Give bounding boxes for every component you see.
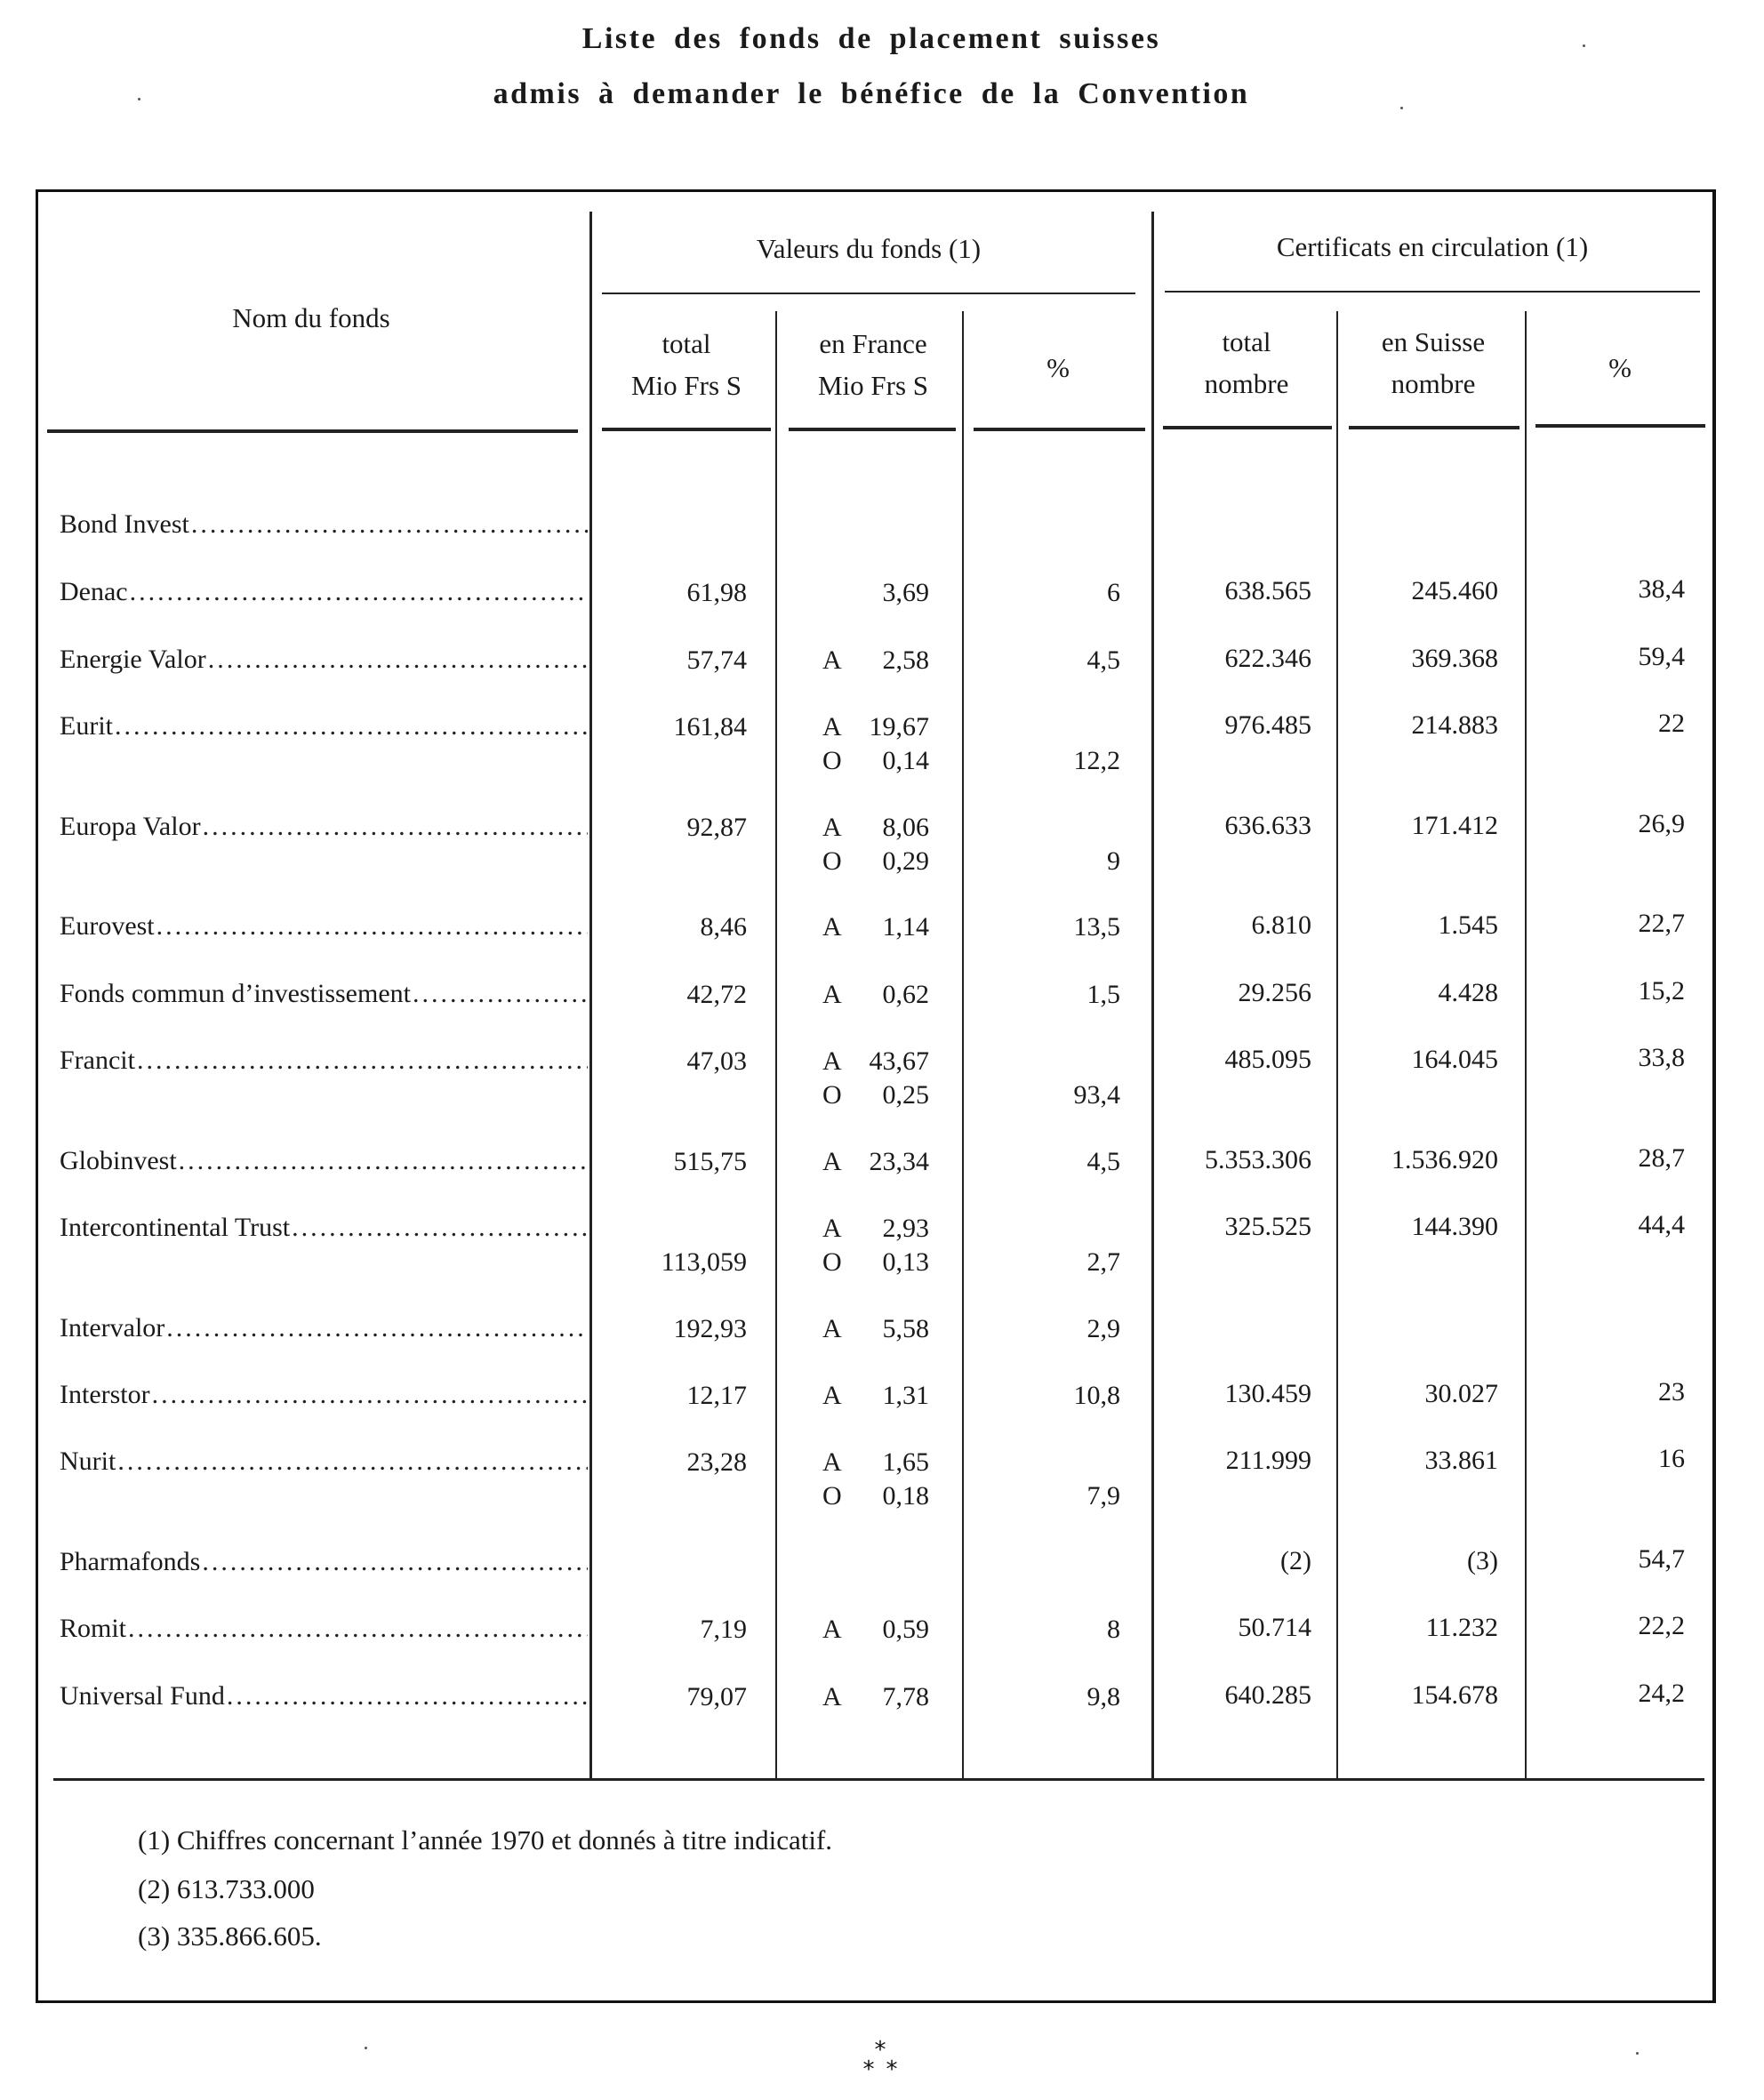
fund-name-text: Intervalor (60, 1313, 165, 1343)
percent-swiss-cell: 23 (1658, 1377, 1685, 1407)
scan-speck (138, 98, 140, 100)
total-certificates-cell: 640.285 (1224, 1680, 1311, 1710)
leader-dots (152, 1377, 588, 1413)
share-type-letter: A (822, 1381, 842, 1410)
fund-name-text: Fonds commun d’investissement (60, 979, 411, 1008)
france-value-cell (822, 710, 929, 744)
swiss-certificates-cell: (3) (1467, 1546, 1498, 1575)
share-type-letter: A (822, 980, 842, 1009)
france-value-cell (822, 1045, 929, 1078)
header-rule (1349, 426, 1519, 429)
total-value-cell: 113,059 (661, 1247, 747, 1277)
leader-dots (413, 976, 588, 1012)
france-value: 23,34 (869, 1147, 929, 1176)
percent-swiss-cell: 38,4 (1638, 574, 1685, 604)
percent-swiss-cell: 16 (1658, 1444, 1685, 1473)
france-value: 0,14 (882, 746, 929, 775)
percent-france-cell: 6 (1107, 578, 1120, 607)
header-total-value: total Mio Frs S (630, 328, 742, 401)
table-bottom-rule (53, 1778, 1704, 1781)
leader-dots (191, 507, 588, 542)
group-underline (1165, 291, 1700, 293)
france-value-cell (822, 1446, 929, 1479)
total-certificates-cell: 211.999 (1225, 1446, 1311, 1475)
france-value-cell (822, 1680, 929, 1714)
leader-dots (137, 1043, 588, 1078)
header-france-value: en France Mio Frs S (817, 328, 929, 401)
total-certificates-cell: 638.565 (1224, 576, 1311, 605)
percent-swiss-cell: 26,9 (1638, 809, 1685, 838)
leader-dots (179, 1143, 588, 1179)
share-type-letter: O (822, 1080, 842, 1110)
swiss-certificates-cell: 171.412 (1411, 811, 1498, 840)
fund-name (60, 1210, 588, 1246)
scan-speck (1636, 2052, 1639, 2055)
total-certificates-cell: (2) (1280, 1546, 1311, 1575)
total-certificates-cell: 622.346 (1224, 644, 1311, 673)
swiss-certificates-cell: 4.428 (1438, 978, 1498, 1007)
france-value: 0,59 (882, 1615, 929, 1644)
column-divider (589, 212, 592, 1778)
total-certificates-cell: 29.256 (1238, 978, 1311, 1007)
share-type-letter: A (822, 1314, 842, 1343)
fund-name (60, 709, 588, 744)
header-group-values: Valeurs du fonds (1) (756, 233, 982, 264)
fund-name (60, 1143, 588, 1179)
footnote: (3) 335.866.605. (138, 1920, 322, 1952)
france-value: 19,67 (869, 712, 929, 741)
header-total-number: total nombre (1204, 326, 1289, 399)
column-divider (1525, 311, 1527, 1778)
france-value-cell (822, 1613, 929, 1647)
france-value-cell (822, 1246, 929, 1279)
percent-france-cell: 4,5 (1086, 1147, 1120, 1176)
france-value-cell (822, 1078, 929, 1112)
france-value: 0,18 (882, 1481, 929, 1511)
percent-swiss-cell: 24,2 (1638, 1679, 1685, 1708)
leader-dots (166, 1310, 588, 1346)
share-type-letter: O (822, 1247, 842, 1277)
total-value-cell: 47,03 (686, 1046, 747, 1076)
share-type-letter: O (822, 846, 842, 876)
france-value: 0,29 (882, 846, 929, 876)
share-type-letter: A (822, 912, 842, 942)
percent-france-cell: 9 (1107, 846, 1120, 876)
percent-france-cell: 2,7 (1086, 1247, 1120, 1277)
leader-dots (156, 909, 588, 944)
france-value: 1,65 (882, 1447, 929, 1477)
total-value-cell: 7,19 (700, 1615, 747, 1644)
france-value-cell (822, 910, 929, 944)
percent-swiss-cell: 54,7 (1638, 1544, 1685, 1574)
header-percent-2: % (1608, 352, 1632, 383)
share-type-letter: A (822, 645, 842, 675)
asterism-ornament (854, 2038, 907, 2082)
leader-dots (208, 642, 588, 677)
percent-france-cell: 10,8 (1073, 1381, 1120, 1410)
swiss-certificates-cell: 1.545 (1438, 910, 1498, 940)
fund-name (60, 1377, 588, 1413)
france-value-cell (822, 576, 929, 610)
france-value: 1,31 (882, 1381, 929, 1410)
leader-dots (202, 1544, 588, 1580)
france-value-cell (822, 1145, 929, 1179)
share-type-letter: A (822, 712, 842, 741)
percent-france-cell: 9,8 (1086, 1682, 1120, 1711)
total-value-cell: 161,84 (673, 712, 747, 741)
france-value: 43,67 (869, 1046, 929, 1076)
leader-dots (128, 1611, 588, 1647)
leader-dots (227, 1679, 588, 1714)
fund-name (60, 1544, 588, 1580)
swiss-certificates-cell: 30.027 (1424, 1379, 1498, 1408)
fund-name (60, 1611, 588, 1647)
total-value-cell: 23,28 (686, 1447, 747, 1477)
france-value-cell (822, 1312, 929, 1346)
france-value-cell (822, 1479, 929, 1513)
total-certificates-cell: 636.633 (1224, 811, 1311, 840)
percent-swiss-cell: 33,8 (1638, 1043, 1685, 1072)
share-type-letter: O (822, 1481, 842, 1511)
percent-france-cell: 12,2 (1073, 746, 1120, 775)
leader-dots (203, 809, 588, 845)
fund-name (60, 909, 588, 944)
percent-swiss-cell: 22,2 (1638, 1611, 1685, 1640)
svg-text:*: * (874, 2038, 886, 2064)
swiss-certificates-cell: 369.368 (1411, 644, 1498, 673)
svg-text:*: * (862, 2056, 875, 2082)
percent-swiss-cell: 15,2 (1638, 976, 1685, 1006)
fund-name-text: Nurit (60, 1447, 116, 1476)
total-certificates-cell: 976.485 (1224, 710, 1311, 740)
total-value-cell: 192,93 (673, 1314, 747, 1343)
percent-france-cell: 2,9 (1086, 1314, 1120, 1343)
swiss-certificates-cell: 144.390 (1411, 1212, 1498, 1241)
share-type-letter: A (822, 1046, 842, 1076)
fund-name (60, 574, 588, 610)
france-value-cell (822, 1212, 929, 1246)
france-value: 3,69 (882, 578, 929, 607)
leader-dots (292, 1210, 588, 1246)
fund-name (60, 976, 588, 1012)
share-type-letter: A (822, 813, 842, 842)
document-title-line-2: admis à demander le bénéfice de la Convention (493, 77, 1250, 110)
percent-france-cell: 93,4 (1073, 1080, 1120, 1110)
share-type-letter: A (822, 1447, 842, 1477)
document-title-line-1: Liste des fonds de placement suisses (581, 22, 1161, 55)
fund-name-text: Denac (60, 577, 128, 606)
france-value: 8,06 (882, 813, 929, 842)
header-group-certificates: Certificats en circulation (1) (1276, 231, 1589, 262)
total-certificates-cell: 50.714 (1238, 1613, 1311, 1642)
fund-name-text: Globinvest (60, 1146, 177, 1175)
france-value-cell (822, 1379, 929, 1413)
percent-swiss-cell: 44,4 (1638, 1210, 1685, 1239)
scan-speck (1583, 44, 1585, 47)
share-type-letter: A (822, 1147, 842, 1176)
column-divider (1151, 212, 1154, 1778)
share-type-letter: A (822, 1214, 842, 1243)
leader-dots (130, 574, 588, 610)
header-rule (974, 428, 1145, 431)
svg-text:*: * (886, 2056, 898, 2082)
france-value: 1,14 (882, 912, 929, 942)
total-certificates-cell: 6.810 (1251, 910, 1311, 940)
fund-name-text: Francit (60, 1046, 135, 1075)
total-certificates-cell: 485.095 (1224, 1045, 1311, 1074)
fund-name-text: Europa Valor (60, 812, 201, 841)
footnote: (1) Chiffres concernant l’année 1970 et donnés à titre indicatif. (138, 1824, 833, 1856)
france-value-cell (822, 744, 929, 778)
france-value: 2,93 (882, 1214, 929, 1243)
fund-name-text: Energie Valor (60, 645, 206, 674)
fund-name (60, 1043, 588, 1078)
header-suisse-number: en Suisse nombre (1381, 326, 1486, 399)
fund-name-text: Universal Fund (60, 1681, 225, 1711)
share-type-letter: A (822, 1615, 842, 1644)
percent-swiss-cell: 22,7 (1638, 909, 1685, 938)
total-certificates-cell: 5.353.306 (1205, 1145, 1311, 1174)
percent-swiss-cell: 28,7 (1638, 1143, 1685, 1173)
column-divider (775, 311, 777, 1778)
fund-name (60, 642, 588, 677)
column-divider (1336, 311, 1338, 1778)
swiss-certificates-cell: 1.536.920 (1391, 1145, 1498, 1174)
fund-name-text: Pharmafonds (60, 1547, 201, 1576)
fund-name (60, 1444, 588, 1479)
fund-name (60, 507, 588, 542)
header-rule (789, 428, 956, 431)
swiss-certificates-cell: 33.861 (1424, 1446, 1498, 1475)
france-value: 2,58 (882, 645, 929, 675)
fund-name (60, 1679, 588, 1714)
fund-name (60, 809, 588, 845)
france-value-cell (822, 978, 929, 1012)
fund-name-text: Bond Invest (60, 509, 189, 539)
header-rule (1163, 426, 1332, 429)
header-name: Nom du fonds (232, 302, 390, 333)
france-value: 7,78 (882, 1682, 929, 1711)
fund-name-text: Eurovest (60, 911, 155, 941)
percent-france-cell: 7,9 (1086, 1481, 1120, 1511)
total-value-cell: 42,72 (686, 980, 747, 1009)
scan-speck (365, 2047, 367, 2049)
total-value-cell: 92,87 (686, 813, 747, 842)
group-underline (602, 293, 1135, 294)
footnote: (2) 613.733.000 (138, 1873, 315, 1904)
france-value: 0,25 (882, 1080, 929, 1110)
leader-dots (117, 1444, 588, 1479)
swiss-certificates-cell: 11.232 (1425, 1613, 1498, 1642)
france-value-cell (822, 644, 929, 677)
fund-name (60, 1310, 588, 1346)
total-value-cell: 515,75 (673, 1147, 747, 1176)
share-type-letter: O (822, 746, 842, 775)
header-percent-1: % (1046, 352, 1070, 383)
fund-name-text: Intercontinental Trust (60, 1213, 291, 1242)
scan-speck (1400, 107, 1403, 109)
column-divider (962, 311, 964, 1778)
percent-france-cell: 13,5 (1073, 912, 1120, 942)
percent-swiss-cell: 22 (1658, 709, 1685, 738)
percent-france-cell: 8 (1107, 1615, 1120, 1644)
swiss-certificates-cell: 245.460 (1411, 576, 1498, 605)
france-value-cell (822, 845, 929, 878)
total-certificates-cell: 130.459 (1224, 1379, 1311, 1408)
percent-france-cell: 4,5 (1086, 645, 1120, 675)
total-value-cell: 79,07 (686, 1682, 747, 1711)
share-type-letter: A (822, 1682, 842, 1711)
total-value-cell: 8,46 (700, 912, 747, 942)
france-value: 0,62 (882, 980, 929, 1009)
header-rule (602, 428, 771, 431)
total-value-cell: 12,17 (686, 1381, 747, 1410)
fund-name-text: Eurit (60, 711, 113, 741)
fund-name-text: Interstor (60, 1380, 150, 1409)
swiss-certificates-cell: 154.678 (1411, 1680, 1498, 1710)
header-rule (1535, 424, 1705, 428)
total-certificates-cell: 325.525 (1224, 1212, 1311, 1241)
swiss-certificates-cell: 164.045 (1411, 1045, 1498, 1074)
total-value-cell: 61,98 (686, 578, 747, 607)
percent-swiss-cell: 59,4 (1638, 642, 1685, 671)
fund-name-text: Romit (60, 1614, 127, 1643)
swiss-certificates-cell: 214.883 (1411, 710, 1498, 740)
france-value: 5,58 (882, 1314, 929, 1343)
header-rule (47, 429, 578, 433)
percent-france-cell: 1,5 (1086, 980, 1120, 1009)
total-value-cell: 57,74 (686, 645, 747, 675)
leader-dots (115, 709, 588, 744)
france-value: 0,13 (882, 1247, 929, 1277)
france-value-cell (822, 811, 929, 845)
